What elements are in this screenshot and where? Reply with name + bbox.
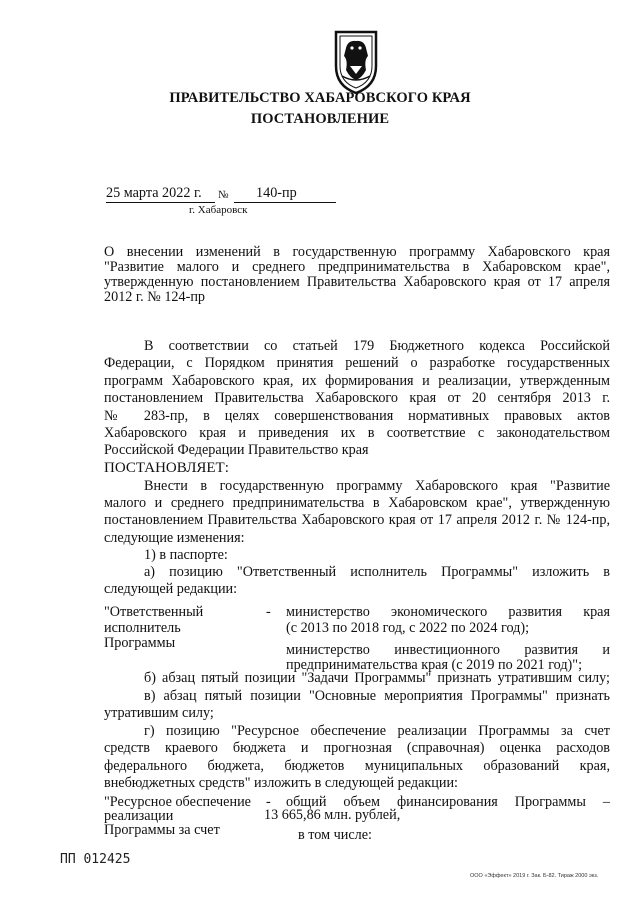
body-line: малого и среднего предпринимательства в Хабаровском крае", утвержденную [104,495,610,512]
table2-value-line1: общий объем финансирования Программы – [286,794,610,810]
title-line: "Развитие малого и среднего предпринимательства в Хабаровском крае", [104,259,610,275]
date-value: 25 марта 2022 г. [106,185,202,201]
table2-dash: - [266,794,271,810]
title-line: О внесении изменений в государственную программу Хабаровского края [104,244,610,260]
item-v-line: утратившим силу; [104,705,214,721]
coat-of-arms-emblem [328,26,384,96]
table1-value: министерство экономического развития края (с 2013 по 2018 год, с 2022 по 2024 год); министерство инвестиционного развития и предпринимательства края (с 2019 по 2021 год)"; [286,604,610,673]
table2-value-line2: 13 665,86 млн. рублей, [264,807,401,823]
resolution-body [104,478,610,598]
table1-dash: - [266,604,271,620]
item-g-line: федерального бюджета, бюджетов муниципальных образований края, [104,757,610,774]
preamble-line: Федерации, с Порядком принятия решений о разработке государственных [104,355,610,372]
item-g-line: г) позицию "Ресурсное обеспечение реализации Программы за счет [144,722,610,739]
serial-stamp: ПП 012425 [60,852,131,867]
document-number [234,185,336,203]
government-heading: ПРАВИТЕЛЬСТВО ХАБАРОВСКОГО КРАЯ [169,90,471,106]
item-a-line: а) позицию "Ответственный исполнитель Программы" изложить в [144,563,610,580]
preamble-line: Хабаровского края и приведения их в соответствие с законодательством [104,424,610,441]
document-type-heading: ПОСТАНОВЛЕНИЕ [250,111,390,127]
body-line: Внести в государственную программу Хабаровского края "Развитие [144,478,610,494]
preamble-line: программ Хабаровского края, их формирования и реализации, утвержденным [104,372,610,389]
number-sign: № [218,189,229,201]
item-g-line: внебюджетных средств" изложить в следующей редакции: [104,775,459,791]
preamble-line: № 283-пр, в целях совершенствования нормативных правовых актов [104,407,610,424]
number-value: 140-пр [256,185,297,201]
item-1: 1) в паспорте: [144,546,228,563]
table1-label: "Ответственный исполнитель Программы [104,604,204,651]
preamble-line: постановлением Правительства Хабаровского края от 20 сентября 2013 г. [104,390,610,407]
preamble [104,338,610,477]
item-v-line: в) абзац пятый позиции "Основные мероприятия Программы" признать [144,687,610,704]
item-b: б) абзац пятый позиции "Задачи Программы" признать утратившим силу; [144,670,610,686]
document-city: г. Хабаровск [189,204,248,216]
document-date [106,185,215,203]
table2-label: "Ресурсное обеспечение реализации Программы за счет [104,794,251,838]
items-b-v-g [104,670,610,793]
title-line: 2012 г. № 124-пр [104,289,206,305]
title-line: утвержденную постановлением Правительства Хабаровского края от 17 апреля [104,274,610,290]
document-title [104,244,610,304]
preamble-line: В соответствии со статьей 179 Бюджетного кодекса Российской [144,338,610,354]
preamble-line: Российской Федерации Правительство края [104,442,369,459]
item-a-line: следующей редакции: [104,581,238,598]
printer-imprint: ООО «Эффект» 2019 г. Зак. Б-82. Тираж 2000 экз. [470,873,599,879]
resolves-heading: ПОСТАНОВЛЯЕТ: [104,459,229,476]
body-line: следующие изменения: [104,529,245,546]
item-g-line: средств краевого бюджета и прогнозная (справочная) оценка расходов [104,740,610,756]
body-line: постановлением Правительства Хабаровского края от 17 апреля 2012 г. № 124-пр, [104,512,610,529]
table2-value-line3: в том числе: [298,827,372,843]
